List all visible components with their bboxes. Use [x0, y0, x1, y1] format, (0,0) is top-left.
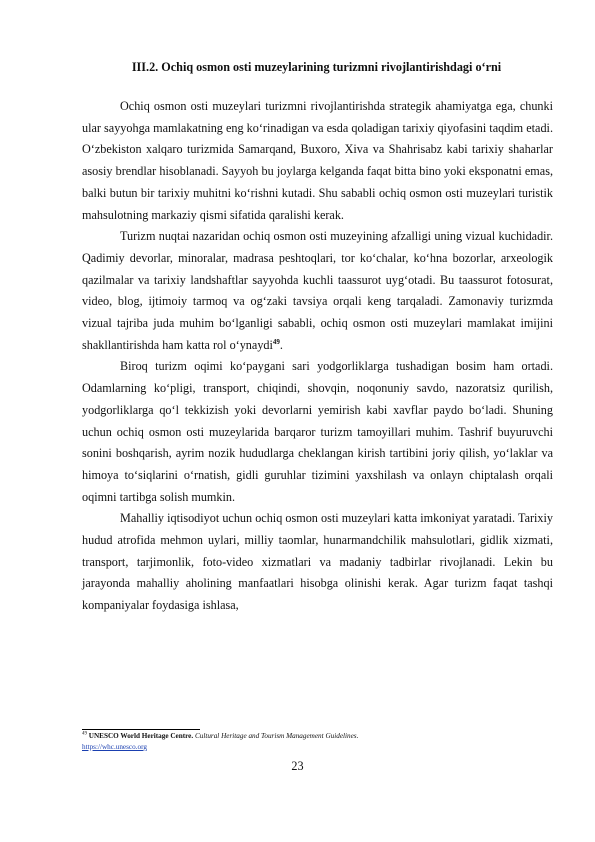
- footnote-organization: UNESCO World Heritage Centre.: [88, 732, 194, 740]
- footnote: [82, 731, 553, 753]
- paragraph-1: Ochiq osmon osti muzeylari turizmni rivojlantirishda strategik ahamiyatga ega, chunki ular sayyohga mamlakatning eng ko‘rinadigan va esda qoladigan tarixiy qiyofasini taqdim etadi. O‘zbekiston xalqaro turizmida Samarqand, Buxoro, Xiva va Shahrisabz kabi tarixiy shaharlar asosiy brendlar hisoblanadi. Sayyoh bu joylarga kelganda faqat bitta bino yoki eksponatni emas, balki butun bir tarixiy muhitni ko‘rishni kutadi. Shu sababli ochiq osmon osti muzeylari turistik mahsulotning markaziy qismi sifatida qaralishi kerak.: [82, 99, 553, 222]
- page-number: 23: [291, 759, 304, 773]
- section-heading: III.2. Ochiq osmon osti muzeylarining turizmni rivojlantirishdagi o‘rni: [131, 60, 502, 74]
- footnote-number: 49: [82, 731, 87, 737]
- paragraph-4: Mahalliy iqtisodiyot uchun ochiq osmon osti muzeylari katta imkoniyat yaratadi. Tarixiy hudud atrofida mehmon uylari, milliy taomlar, hunarmandchilik mahsulotlari, gidlik xizmati, transport, tarjimonlik, foto-video xizmatlari va madaniy tadbirlar rivojlanadi. Lekin bu jarayonda mahalliy aholining manfaatlari hisobga olinishi kerak. Agar turizm faqat tashqi kompaniyalar foydasiga ishlasa,: [82, 511, 553, 613]
- footnote-title: Cultural Heritage and Tourism Management Guidelines: [194, 732, 357, 740]
- paragraph-3: Biroq turizm oqimi ko‘paygani sari yodgorliklarga tushadigan bosim ham ortadi. Odamlarning ko‘pligi, transport, chiqindi, shovqin, noqonuniy savdo, nazoratsiz qurilish, yodgorliklarga qo‘l tekkizish yoki devorlarni yemirish kabi xavflar paydo bo‘ladi. Shuning uchun ochiq osmon osti muzeylarida barqaror turizm tamoyillari muhim. Tashrif buyuruvchi sonini boshqarish, ayrim nozik hududlarga cheklangan kirish tartibini joriy qilish, yo‘laklar va himoya to‘siqlarini o‘rnatish, gidli guruhlar tizimini yaxshilash va onlayn chiptalash orqali oqimni tartibga solish mumkin.: [82, 359, 553, 504]
- footnote-reference[interactable]: 49: [272, 337, 280, 346]
- paragraph-2-text: Turizm nuqtai nazaridan ochiq osmon osti muzeyining afzalligi uning vizual kuchidadir. Qadimiy devorlar, minoralar, madrasa peshtoqlari, tor ko‘chalar, ko‘hna bozorlar, arxeologik qazilmalar va tarixiy landshaftlar sayyohda kuchli taassurot uyg‘otadi. Bu taassurot fotosurat, video, blog, ijtimoiy tarmoq va og‘zaki tavsiya orqali keng tarqaladi. Zamonaviy turizmda vizual tajriba juda muhim bo‘lganligi sababli, ochiq osmon osti muzeylari mamlakat imijini shakllantirishda ham katta rol o‘ynaydi: [82, 229, 553, 352]
- footnote-title-end: .: [356, 732, 359, 740]
- paragraph-2: [82, 226, 553, 356]
- body-text: [82, 96, 553, 617]
- paragraph-2-end: .: [279, 337, 283, 352]
- footnote-separator: [82, 729, 200, 730]
- footnote-link[interactable]: https://whc.unesco.org: [82, 743, 147, 751]
